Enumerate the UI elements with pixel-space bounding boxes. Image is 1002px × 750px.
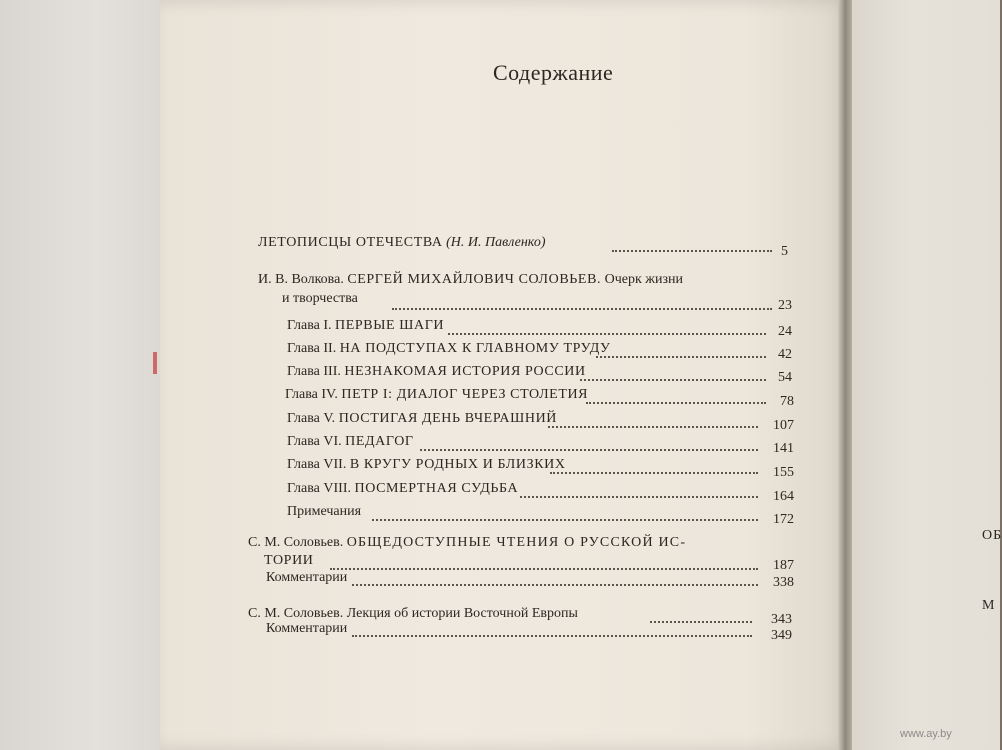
page-number: 343 bbox=[771, 612, 792, 627]
leader-dots bbox=[352, 584, 758, 586]
leader-dots bbox=[596, 356, 766, 358]
watermark: www.ay.by bbox=[900, 728, 952, 740]
toc-chapter: Глава VII. В КРУГУ РОДНЫХ И БЛИЗКИХ bbox=[287, 457, 566, 472]
leader-dots bbox=[420, 449, 758, 451]
leader-dots bbox=[650, 621, 752, 623]
page-number: 78 bbox=[780, 394, 794, 409]
entry-title: ЛЕТОПИСЦЫ ОТЕЧЕСТВА bbox=[258, 235, 443, 250]
toc-entry bbox=[248, 606, 578, 622]
page-number: 107 bbox=[773, 418, 794, 433]
right-page-fragment: М bbox=[982, 598, 996, 613]
leader-dots bbox=[580, 379, 766, 381]
entry-author: С. М. Соловьев. bbox=[248, 606, 344, 621]
page-number: 164 bbox=[773, 489, 794, 504]
leader-dots bbox=[330, 568, 758, 570]
page-number: 155 bbox=[773, 465, 794, 480]
page-number: 54 bbox=[778, 370, 792, 385]
entry-title: ОБЩЕДОСТУПНЫЕ ЧТЕНИЯ О РУССКОЙ ИС- bbox=[346, 535, 687, 550]
toc-chapter: Глава VIII. ПОСМЕРТНАЯ СУДЬБА bbox=[287, 481, 519, 496]
leader-dots bbox=[392, 308, 772, 310]
right-page bbox=[852, 0, 1000, 750]
entry-title: Лекция об истории Восточной Европы bbox=[346, 606, 578, 621]
page-number: 24 bbox=[778, 324, 792, 339]
page-number: 141 bbox=[773, 441, 794, 456]
entry-author: И. В. Волкова. bbox=[258, 272, 344, 287]
page-number: 187 bbox=[773, 558, 794, 573]
toc-entry-continuation: ТОРИИ bbox=[264, 553, 314, 568]
toc-notes: Примечания bbox=[287, 504, 362, 519]
red-page-mark bbox=[153, 352, 157, 374]
page-number: 338 bbox=[773, 575, 794, 590]
entry-subtitle: Очерк жизни bbox=[604, 272, 683, 287]
toc-chapter: Глава IV. ПЕТР I: ДИАЛОГ ЧЕРЕЗ СТОЛЕТИЯ bbox=[285, 387, 589, 402]
toc-entry-continuation: и творчества bbox=[282, 291, 358, 306]
toc-entry bbox=[258, 272, 683, 288]
left-page-edge bbox=[0, 0, 160, 750]
leader-dots bbox=[548, 426, 758, 428]
page-number: 42 bbox=[778, 347, 792, 362]
right-page-fragment: ОБ bbox=[982, 528, 1002, 543]
toc-entry bbox=[258, 235, 546, 251]
toc-entry bbox=[248, 535, 686, 551]
leader-dots bbox=[550, 472, 758, 474]
leader-dots bbox=[352, 635, 752, 637]
leader-dots bbox=[372, 519, 758, 521]
toc-chapter: Глава V. ПОСТИГАЯ ДЕНЬ ВЧЕРАШНИЙ bbox=[287, 411, 557, 426]
toc-comments: Комментарии bbox=[266, 570, 348, 585]
page-number: 23 bbox=[778, 298, 792, 313]
page-title: Содержание bbox=[493, 60, 614, 85]
entry-note: (Н. И. Павленко) bbox=[446, 235, 546, 250]
page-number: 172 bbox=[773, 512, 794, 527]
entry-title: СЕРГЕЙ МИХАЙЛОВИЧ СОЛОВЬЕВ. bbox=[347, 272, 602, 287]
toc-comments: Комментарии bbox=[266, 621, 348, 636]
page-number: 349 bbox=[771, 628, 792, 643]
leader-dots bbox=[586, 402, 766, 404]
toc-chapter: Глава II. НА ПОДСТУПАХ К ГЛАВНОМУ ТРУДУ bbox=[287, 341, 611, 356]
toc-chapter: Глава VI. ПЕДАГОГ bbox=[287, 434, 414, 449]
page-number: 5 bbox=[781, 244, 788, 259]
entry-author: С. М. Соловьев. bbox=[248, 535, 344, 550]
toc-chapter: Глава III. НЕЗНАКОМАЯ ИСТОРИЯ РОССИИ bbox=[287, 364, 586, 379]
leader-dots bbox=[448, 333, 766, 335]
toc-chapter: Глава I. ПЕРВЫЕ ШАГИ bbox=[287, 318, 445, 333]
leader-dots bbox=[520, 496, 758, 498]
